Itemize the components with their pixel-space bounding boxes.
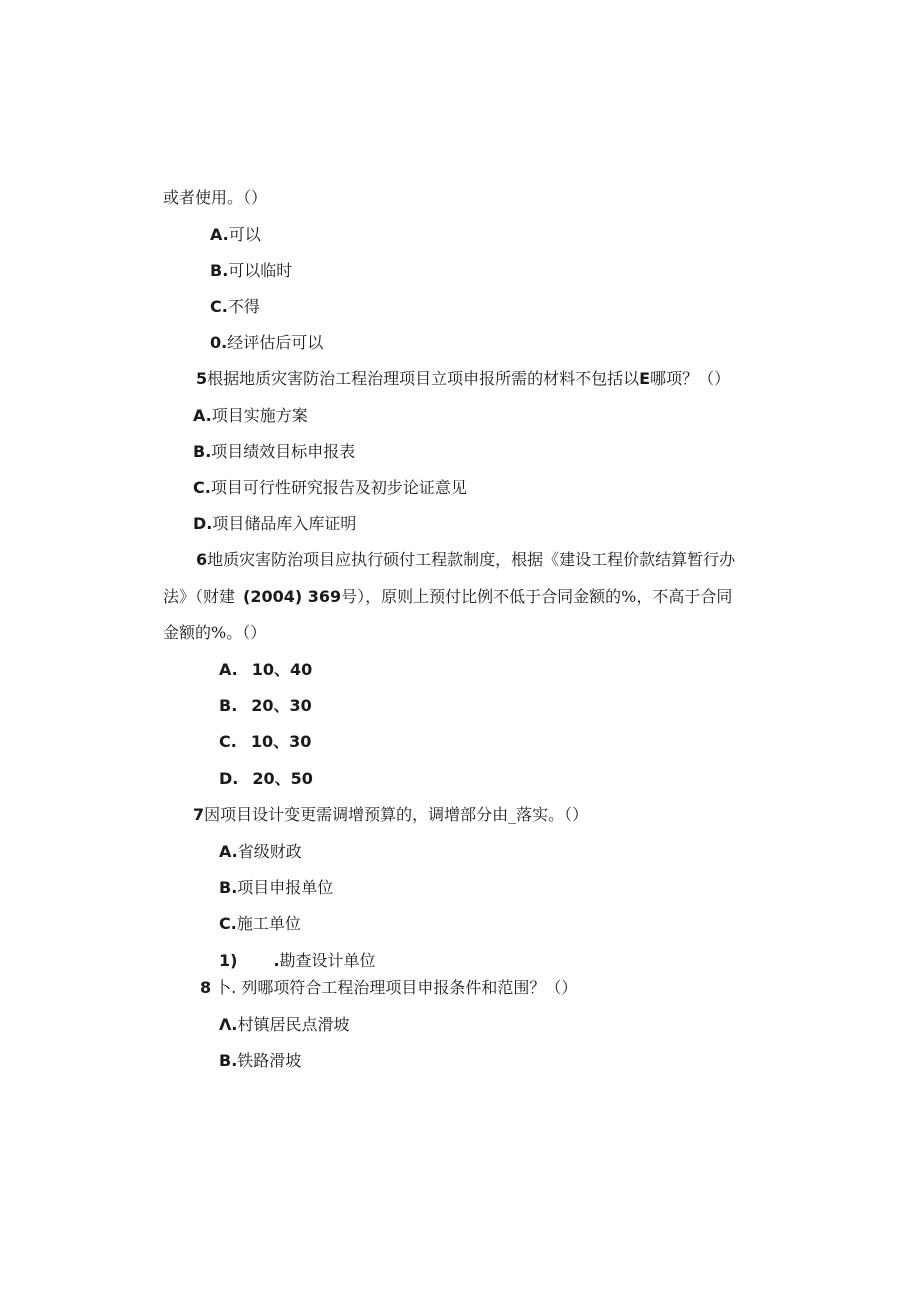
q6-option-b-label: B. <box>219 696 238 715</box>
q7-number: 7 <box>193 805 205 824</box>
q6-option-c-text: 10、30 <box>250 732 312 751</box>
q7-option-c-text: 施工单位 <box>236 914 301 933</box>
q5-option-c <box>193 478 467 498</box>
q7-option-a-text: 省级财政 <box>237 842 302 861</box>
q7-stem-text: 因项目设计变更需调增预算的，调增部分由_落实。（） <box>204 805 589 824</box>
q5-option-b <box>193 442 355 462</box>
q6-option-c-label: C. <box>219 732 237 751</box>
q4-option-d-label: 0. <box>210 333 228 352</box>
q7-option-d <box>219 951 376 971</box>
q7-option-c <box>219 914 301 934</box>
q6-stem-line-2 <box>163 587 732 607</box>
q7-option-c-label: C. <box>219 914 237 933</box>
q7-option-d-text: 勘查设计单位 <box>279 951 376 970</box>
q8-stem-text: 卜. 列哪项符合工程治理项目申报条件和范围？（） <box>215 978 578 997</box>
q7-option-a <box>219 842 302 862</box>
q4-option-c <box>210 297 260 317</box>
q8-option-b-text: 铁路滑坡 <box>237 1051 302 1070</box>
q5-option-a-label: A. <box>193 406 212 425</box>
q4-stem-tail <box>163 188 267 208</box>
q5-option-a-text: 项目实施方案 <box>211 406 308 425</box>
q4-option-b-label: B. <box>210 261 229 280</box>
q6-stem-text-3: 金额的%。（） <box>163 623 267 642</box>
q4-option-b-text: 可以临时 <box>228 261 293 280</box>
q5-option-d-label: D. <box>193 514 213 533</box>
q6-option-d-text: 20、50 <box>252 769 313 788</box>
q6-option-d-label: D. <box>219 769 239 788</box>
q4-option-b <box>210 261 292 281</box>
q5-option-c-text: 项目可行性研究报告及初步论证意见 <box>210 478 467 497</box>
q8-option-a <box>219 1015 349 1035</box>
q4-option-c-text: 不得 <box>227 297 260 316</box>
q6-stem-citation: (2004) 369 <box>243 587 342 606</box>
q6-option-c <box>219 732 311 752</box>
q5-stem-glyph: E <box>639 369 651 388</box>
q5-option-a <box>193 406 308 426</box>
q8-option-a-label: Λ. <box>219 1015 238 1034</box>
q7-option-b <box>219 878 333 898</box>
q6-stem-text-1: 地质灾害防治项目应执行硕付工程款制度，根据《建设工程价款结算暂行办 <box>207 550 736 569</box>
q4-stem-text: 或者使用。（） <box>163 188 268 207</box>
q6-stem-text-2c: 号），原则上预付比例不低于合同金额的%，不高于合同 <box>341 587 733 606</box>
q5-option-d-text: 项目储品库入库证明 <box>212 514 357 533</box>
q6-number: 6 <box>196 550 208 569</box>
q4-option-a-text: 可以 <box>228 225 261 244</box>
q8-option-b-label: B. <box>219 1051 238 1070</box>
q8-number: 8 <box>200 978 212 997</box>
q4-option-d <box>210 333 323 353</box>
q7-option-d-label: 1) <box>219 951 238 970</box>
q5-option-c-label: C. <box>193 478 211 497</box>
q6-option-d <box>219 769 313 789</box>
q5-option-b-text: 项目绩效目标申报表 <box>211 442 356 461</box>
q5-stem <box>196 369 730 389</box>
q4-option-c-label: C. <box>210 297 228 316</box>
q6-stem-line-3 <box>163 623 266 643</box>
q5-stem-text-1: 根据地质灾害防治工程治理项目立项申报所需的材料不包括以 <box>207 369 640 388</box>
q6-option-a <box>219 660 312 680</box>
q5-number: 5 <box>196 369 208 388</box>
q8-option-b <box>219 1051 301 1071</box>
q8-option-a-text: 村镇居民点滑坡 <box>237 1015 350 1034</box>
q6-stem-line-1 <box>196 550 735 570</box>
q5-option-d <box>193 514 356 534</box>
q4-option-a-label: A. <box>210 225 229 244</box>
q5-stem-text-2: 哪项？（） <box>650 369 731 388</box>
q6-stem-text-2a: 法》（财建 <box>163 587 236 606</box>
q7-option-d-dot: . <box>273 951 280 970</box>
q7-option-b-label: B. <box>219 878 238 897</box>
q6-option-b-text: 20、30 <box>251 696 312 715</box>
q6-option-b <box>219 696 312 716</box>
q5-option-b-label: B. <box>193 442 212 461</box>
q6-option-a-label: A. <box>219 660 238 679</box>
q8-stem <box>200 978 577 998</box>
q7-stem <box>193 805 588 825</box>
q7-option-b-text: 项目申报单位 <box>237 878 334 897</box>
q4-option-d-text: 经评估后可以 <box>227 333 324 352</box>
q4-option-a <box>210 225 261 245</box>
q6-option-a-text: 10、40 <box>251 660 313 679</box>
q7-option-a-label: A. <box>219 842 238 861</box>
